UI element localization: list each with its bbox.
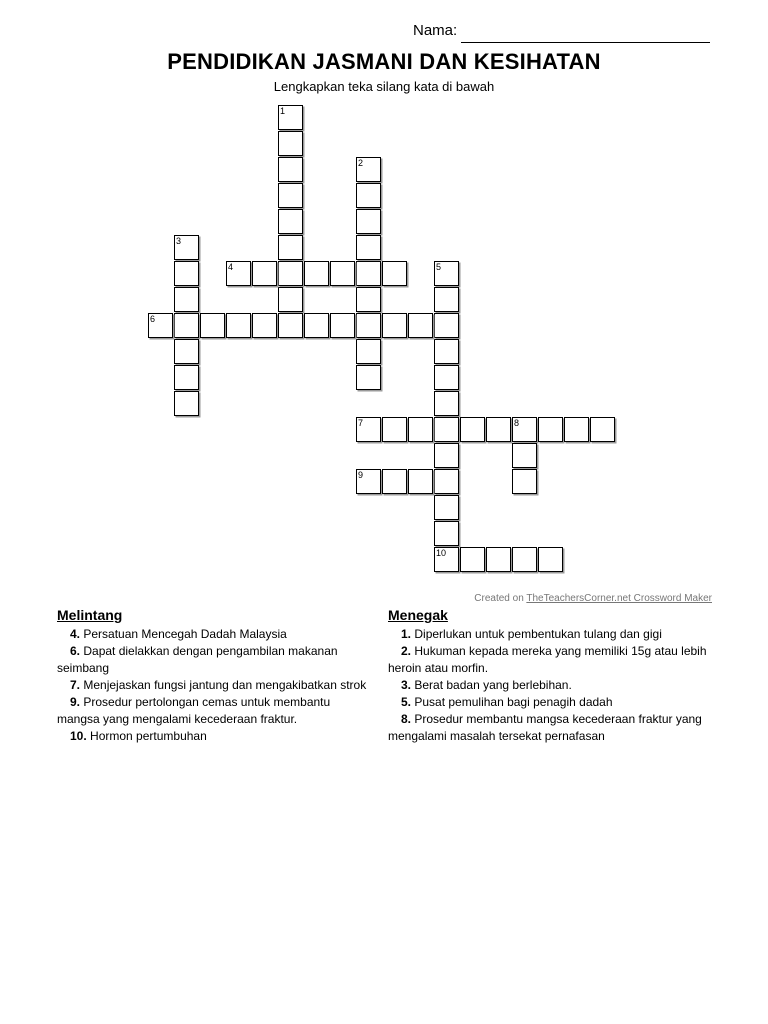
crossword-cell[interactable] bbox=[538, 547, 563, 572]
clue-across-2 bbox=[57, 677, 367, 694]
cell-clue-number: 3 bbox=[176, 236, 182, 246]
crossword-cell[interactable] bbox=[382, 417, 407, 442]
clue-down-1 bbox=[388, 643, 708, 677]
crossword-cell[interactable] bbox=[356, 235, 381, 260]
clue-number: 4. bbox=[70, 627, 81, 641]
credit-line bbox=[474, 593, 712, 604]
crossword-cell[interactable] bbox=[278, 287, 303, 312]
clue-number: 10. bbox=[70, 729, 87, 743]
cell-clue-number: 7 bbox=[358, 418, 364, 428]
crossword-cell[interactable] bbox=[564, 417, 589, 442]
cell-clue-number: 5 bbox=[436, 262, 442, 272]
crossword-cell[interactable] bbox=[330, 313, 355, 338]
crossword-cell[interactable] bbox=[434, 287, 459, 312]
clue-text: Hormon pertumbuhan bbox=[90, 729, 207, 743]
clue-text: Diperlukan untuk pembentukan tulang dan gigi bbox=[414, 627, 662, 641]
crossword-cell[interactable] bbox=[408, 469, 433, 494]
clue-number: 5. bbox=[401, 695, 412, 709]
crossword-cell[interactable] bbox=[226, 261, 251, 286]
credit-link[interactable]: TheTeachersCorner.net Crossword Maker bbox=[526, 593, 712, 604]
crossword-cell[interactable] bbox=[174, 235, 199, 260]
crossword-cell[interactable] bbox=[278, 261, 303, 286]
crossword-cell[interactable] bbox=[434, 495, 459, 520]
crossword-cell[interactable] bbox=[304, 261, 329, 286]
crossword-cell[interactable] bbox=[460, 417, 485, 442]
clue-number: 2. bbox=[401, 644, 412, 658]
crossword-cell[interactable] bbox=[278, 105, 303, 130]
crossword-cell[interactable] bbox=[434, 469, 459, 494]
crossword-cell[interactable] bbox=[356, 313, 381, 338]
crossword-cell[interactable] bbox=[434, 261, 459, 286]
crossword-cell[interactable] bbox=[252, 313, 277, 338]
crossword-cell[interactable] bbox=[382, 469, 407, 494]
clue-number: 7. bbox=[70, 678, 81, 692]
crossword-cell[interactable] bbox=[434, 521, 459, 546]
crossword-cell[interactable] bbox=[434, 443, 459, 468]
crossword-cell[interactable] bbox=[434, 547, 459, 572]
cell-clue-number: 9 bbox=[358, 470, 364, 480]
crossword-cell[interactable] bbox=[278, 157, 303, 182]
cell-clue-number: 6 bbox=[150, 314, 156, 324]
down-clues bbox=[388, 607, 708, 745]
crossword-cell[interactable] bbox=[486, 417, 511, 442]
crossword-cell[interactable] bbox=[408, 313, 433, 338]
crossword-cell[interactable] bbox=[512, 469, 537, 494]
crossword-cell[interactable] bbox=[278, 183, 303, 208]
crossword-cell[interactable] bbox=[174, 261, 199, 286]
clue-down-2 bbox=[388, 677, 708, 694]
crossword-cell[interactable] bbox=[330, 261, 355, 286]
crossword-cell[interactable] bbox=[356, 469, 381, 494]
crossword-cell[interactable] bbox=[434, 391, 459, 416]
clue-number: 9. bbox=[70, 695, 81, 709]
crossword-cell[interactable] bbox=[512, 443, 537, 468]
crossword-cell[interactable] bbox=[434, 417, 459, 442]
crossword-cell[interactable] bbox=[174, 313, 199, 338]
crossword-cell[interactable] bbox=[252, 261, 277, 286]
crossword-cell[interactable] bbox=[356, 209, 381, 234]
crossword-cell[interactable] bbox=[174, 339, 199, 364]
clue-text: Hukuman kepada mereka yang memiliki 15g atau lebih heroin atau morfin. bbox=[388, 644, 707, 675]
crossword-cell[interactable] bbox=[174, 365, 199, 390]
clue-text: Dapat dielakkan dengan pengambilan makanan seimbang bbox=[57, 644, 338, 675]
credit-prefix: Created on bbox=[474, 593, 527, 604]
clue-text: Menjejaskan fungsi jantung dan mengakibatkan strok bbox=[83, 678, 367, 692]
instructions: Lengkapkan teka silang kata di bawah bbox=[273, 79, 495, 94]
crossword-cell[interactable] bbox=[278, 209, 303, 234]
cell-clue-number: 4 bbox=[228, 262, 234, 272]
crossword-cell[interactable] bbox=[538, 417, 563, 442]
clue-text: Prosedur membantu mangsa kecederaan fraktur yang mengalami masalah tersekat pernafasan bbox=[388, 712, 702, 743]
clue-down-4 bbox=[388, 711, 708, 745]
clue-text: Persatuan Mencegah Dadah Malaysia bbox=[83, 627, 287, 641]
across-clues bbox=[57, 607, 367, 745]
clue-text: Berat badan yang berlebihan. bbox=[414, 678, 572, 692]
cell-clue-number: 2 bbox=[358, 158, 364, 168]
crossword-cell[interactable] bbox=[512, 417, 537, 442]
clue-across-4 bbox=[57, 728, 367, 745]
clue-number: 6. bbox=[70, 644, 81, 658]
crossword-cell[interactable] bbox=[434, 365, 459, 390]
crossword-cell[interactable] bbox=[512, 547, 537, 572]
crossword-cell[interactable] bbox=[278, 235, 303, 260]
cell-clue-number: 10 bbox=[436, 548, 447, 558]
clue-across-0 bbox=[57, 626, 367, 643]
page-title: PENDIDIKAN JASMANI DAN KESIHATAN bbox=[167, 49, 601, 74]
cell-clue-number: 8 bbox=[514, 418, 520, 428]
crossword-cell[interactable] bbox=[148, 313, 173, 338]
crossword-cell[interactable] bbox=[486, 547, 511, 572]
clue-down-3 bbox=[388, 694, 708, 711]
crossword-cell[interactable] bbox=[434, 339, 459, 364]
crossword-cell[interactable] bbox=[278, 313, 303, 338]
clue-text: Pusat pemulihan bagi penagih dadah bbox=[414, 695, 613, 709]
clue-text: Prosedur pertolongan cemas untuk membantu mangsa yang mengalami kecederaan fraktur. bbox=[57, 695, 331, 726]
clue-down-0 bbox=[388, 626, 708, 643]
down-heading: Menegak bbox=[388, 607, 448, 623]
crossword-cell[interactable] bbox=[356, 157, 381, 182]
crossword-cell[interactable] bbox=[174, 391, 199, 416]
crossword-cell[interactable] bbox=[356, 417, 381, 442]
crossword-cell[interactable] bbox=[278, 131, 303, 156]
clue-across-1 bbox=[57, 643, 367, 677]
crossword-cell[interactable] bbox=[356, 339, 381, 364]
crossword-cell[interactable] bbox=[382, 313, 407, 338]
crossword-cell[interactable] bbox=[200, 313, 225, 338]
clue-number: 8. bbox=[401, 712, 412, 726]
crossword-cell[interactable] bbox=[382, 261, 407, 286]
clue-number: 1. bbox=[401, 627, 412, 641]
crossword-cell[interactable] bbox=[460, 547, 485, 572]
crossword-cell[interactable] bbox=[356, 365, 381, 390]
crossword-cell[interactable] bbox=[356, 183, 381, 208]
crossword-cell[interactable] bbox=[304, 313, 329, 338]
crossword-cell[interactable] bbox=[356, 287, 381, 312]
crossword-cell[interactable] bbox=[174, 287, 199, 312]
crossword-cell[interactable] bbox=[408, 417, 433, 442]
name-label: Nama: bbox=[413, 22, 458, 39]
crossword-cell[interactable] bbox=[226, 313, 251, 338]
crossword-cell[interactable] bbox=[356, 261, 381, 286]
cell-clue-number: 1 bbox=[280, 106, 286, 116]
crossword-cell[interactable] bbox=[434, 313, 459, 338]
clue-number: 3. bbox=[401, 678, 412, 692]
clue-across-3 bbox=[57, 694, 367, 728]
across-heading: Melintang bbox=[57, 607, 123, 623]
crossword-cell[interactable] bbox=[590, 417, 615, 442]
